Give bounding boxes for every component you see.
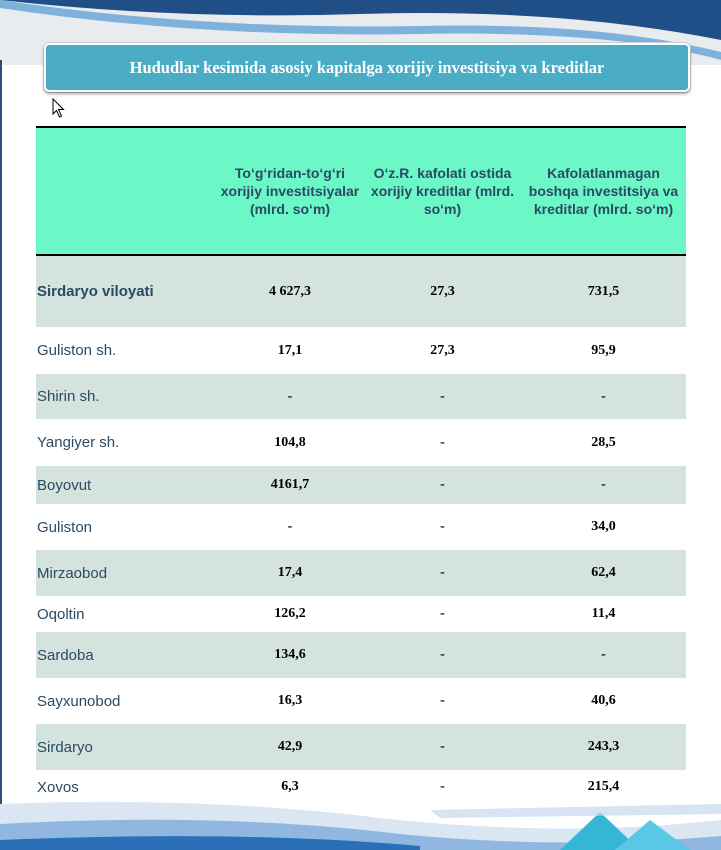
cell-guaranteed: - xyxy=(440,779,445,794)
table-header-row xyxy=(36,127,686,255)
table-row xyxy=(36,724,686,770)
table-row xyxy=(36,504,686,550)
cell-direct: 126,2 xyxy=(274,606,306,621)
cell-guaranteed: 27,3 xyxy=(430,283,455,299)
cell-direct: - xyxy=(287,519,293,534)
page-title: Hududlar kesimida asosiy kapitalga xorijiy investitsiya va kreditlar xyxy=(129,57,605,77)
cell-unguaranteed: 243,3 xyxy=(587,739,620,754)
row-label: Sardoba xyxy=(37,646,94,664)
cell-unguaranteed: - xyxy=(601,647,606,662)
cell-unguaranteed: 11,4 xyxy=(591,606,616,621)
row-label: Oqoltin xyxy=(37,605,85,623)
cell-unguaranteed: 215,4 xyxy=(587,779,620,794)
cell-direct: 6,3 xyxy=(281,779,299,794)
row-label: Xovos xyxy=(37,778,79,796)
table-row xyxy=(36,678,686,724)
cell-unguaranteed: - xyxy=(601,388,606,404)
table-row xyxy=(36,327,686,374)
cell-direct: - xyxy=(287,388,293,404)
cell-unguaranteed: 95,9 xyxy=(591,342,616,358)
cell-direct: 16,3 xyxy=(277,693,303,708)
cell-unguaranteed: 28,5 xyxy=(591,434,616,450)
investment-table xyxy=(36,126,686,804)
cell-guaranteed: - xyxy=(440,693,445,708)
table-row xyxy=(36,550,686,596)
cell-guaranteed: - xyxy=(440,388,445,404)
cell-unguaranteed: 34,0 xyxy=(591,519,616,534)
cell-direct: 104,8 xyxy=(274,434,306,450)
cell-direct: 17,4 xyxy=(277,565,303,580)
table-row xyxy=(36,632,686,678)
cell-guaranteed: - xyxy=(440,606,445,621)
cell-direct: 134,6 xyxy=(274,647,306,662)
row-label: Guliston xyxy=(37,518,93,536)
row-label: Mirzaobod xyxy=(37,564,108,582)
row-label: Sirdaryo viloyati xyxy=(37,283,154,300)
table-row xyxy=(36,466,686,504)
cell-direct: 4 627,3 xyxy=(269,283,311,299)
cell-guaranteed: - xyxy=(440,519,445,534)
header-guaranteed-credits: O‘z.R. kafolati ostida xorijiy kreditlar (mlrd. so‘m) xyxy=(364,127,521,255)
header-unguaranteed-investment: Kafolatlanmagan boshqa investitsiya va kreditlar (mlrd. so‘m) xyxy=(521,127,686,255)
cell-guaranteed: - xyxy=(440,739,445,754)
cell-guaranteed: - xyxy=(440,565,445,580)
cell-guaranteed: 27,3 xyxy=(430,342,455,358)
table-row xyxy=(36,374,686,419)
cell-unguaranteed: 40,6 xyxy=(591,693,616,708)
cell-direct: 4161,7 xyxy=(270,477,310,492)
table-row xyxy=(36,419,686,466)
table-row xyxy=(36,596,686,632)
header-region xyxy=(36,127,216,255)
header-direct-investment: To‘g‘ridan-to‘g‘ri xorijiy investitsiyalar (mlrd. so‘m) xyxy=(216,127,364,255)
cell-direct: 17,1 xyxy=(277,342,303,358)
title-banner xyxy=(44,43,690,92)
table-row-total xyxy=(36,255,686,327)
cell-guaranteed: - xyxy=(440,434,445,450)
left-border-line xyxy=(0,60,2,820)
mouse-cursor-icon xyxy=(52,98,66,123)
row-label: Sayxunobod xyxy=(37,692,121,710)
cell-guaranteed: - xyxy=(440,477,445,492)
row-label: Sirdaryo xyxy=(37,738,93,756)
row-label: Shirin sh. xyxy=(37,388,100,405)
cell-unguaranteed: - xyxy=(601,477,606,492)
row-label: Boyovut xyxy=(37,476,92,494)
cell-unguaranteed: 731,5 xyxy=(587,283,620,299)
cell-direct: 42,9 xyxy=(277,739,303,754)
cell-guaranteed: - xyxy=(440,647,445,662)
cell-unguaranteed: 62,4 xyxy=(591,565,616,580)
row-label: Guliston sh. xyxy=(37,342,117,359)
bottom-decorative-band xyxy=(0,790,721,850)
row-label: Yangiyer sh. xyxy=(37,434,120,451)
